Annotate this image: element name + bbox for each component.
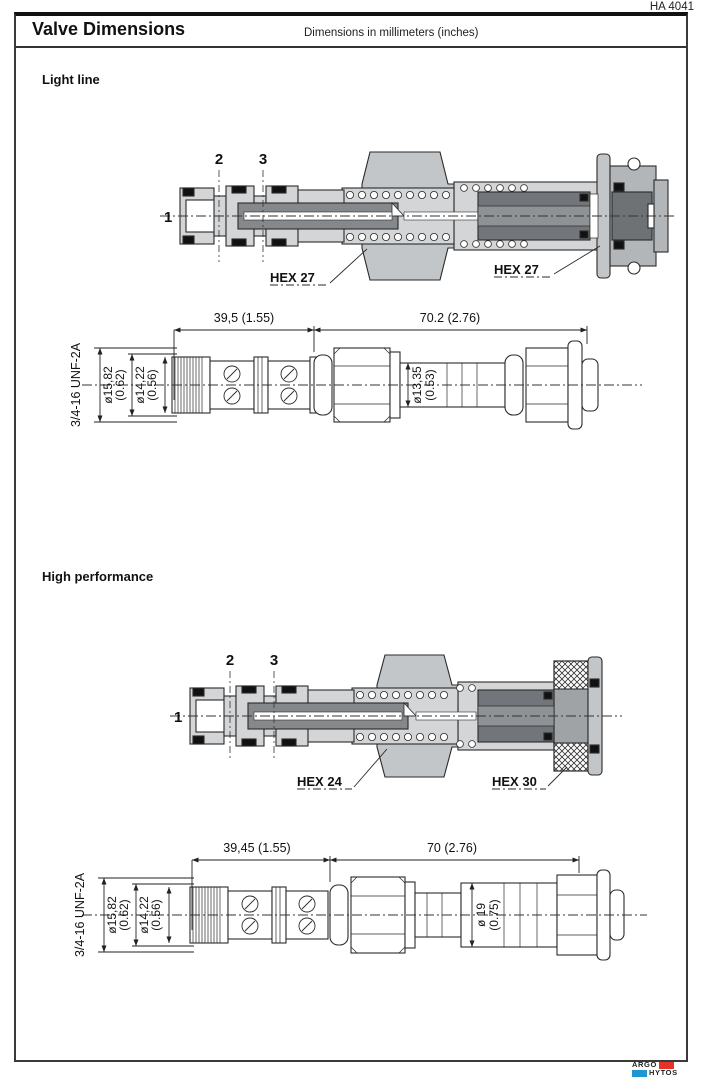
thread-spec: 3/4-16 UNF-2A: [69, 342, 83, 428]
port-3-label: 3: [258, 151, 268, 168]
content-frame: [14, 12, 688, 1062]
dia3-mm: ø 19: [474, 902, 488, 928]
dia2-mm: ø14,22: [137, 896, 151, 934]
light-line-dimension-drawing: [52, 300, 662, 475]
dim-cartridge-length: 39,5 (1.55): [213, 311, 275, 325]
dia3-in: (0.75): [487, 899, 501, 931]
port-2-label: 2: [225, 652, 235, 669]
dia2-in: (0.56): [149, 899, 163, 931]
brand-logo-hytos: HYTOS: [649, 1068, 678, 1077]
dia1-in: (0.62): [113, 369, 127, 401]
high-performance-cross-section: [142, 649, 687, 824]
hex-left-label: HEX 24: [297, 774, 342, 789]
dia1-in: (0.62): [117, 899, 131, 931]
port-1-label: 1: [164, 209, 173, 226]
dia1-mm: ø15,82: [101, 366, 115, 404]
hex-right-label: HEX 27: [494, 262, 539, 277]
dim-coil-length: 70.2 (2.76): [419, 311, 481, 325]
page-title: Valve Dimensions: [32, 19, 186, 39]
logo-blue-block: [632, 1070, 647, 1077]
port-2-label: 2: [214, 151, 224, 168]
dia3-in: (0.53): [423, 369, 437, 401]
page-header: [16, 16, 686, 48]
port-1-label: 1: [174, 709, 183, 726]
high-performance-dimension-drawing: [52, 830, 662, 1010]
dia2-in: (0.56): [145, 369, 159, 401]
units-note: Dimensions in millimeters (inches): [304, 27, 479, 39]
hex-right-label: HEX 30: [492, 774, 537, 789]
dim-cartridge-length: 39,45 (1.55): [223, 841, 291, 855]
brand-logo-argo: ARGO: [632, 1060, 657, 1069]
port-3-label: 3: [269, 652, 279, 669]
hex-left-label: HEX 27: [270, 270, 315, 285]
section-title-high-performance: High performance: [42, 569, 154, 584]
section-title-light-line: Light line: [42, 72, 100, 87]
thread-spec: 3/4-16 UNF-2A: [73, 872, 87, 958]
document-code: HA 4041: [649, 1, 694, 13]
brand-logo: [632, 1061, 678, 1077]
dia1-mm: ø15,82: [105, 896, 119, 934]
dim-coil-length: 70 (2.76): [426, 841, 478, 855]
dia3-mm: ø13,35: [410, 366, 424, 404]
dia2-mm: ø14,22: [133, 366, 147, 404]
light-line-cross-section: [142, 144, 687, 309]
